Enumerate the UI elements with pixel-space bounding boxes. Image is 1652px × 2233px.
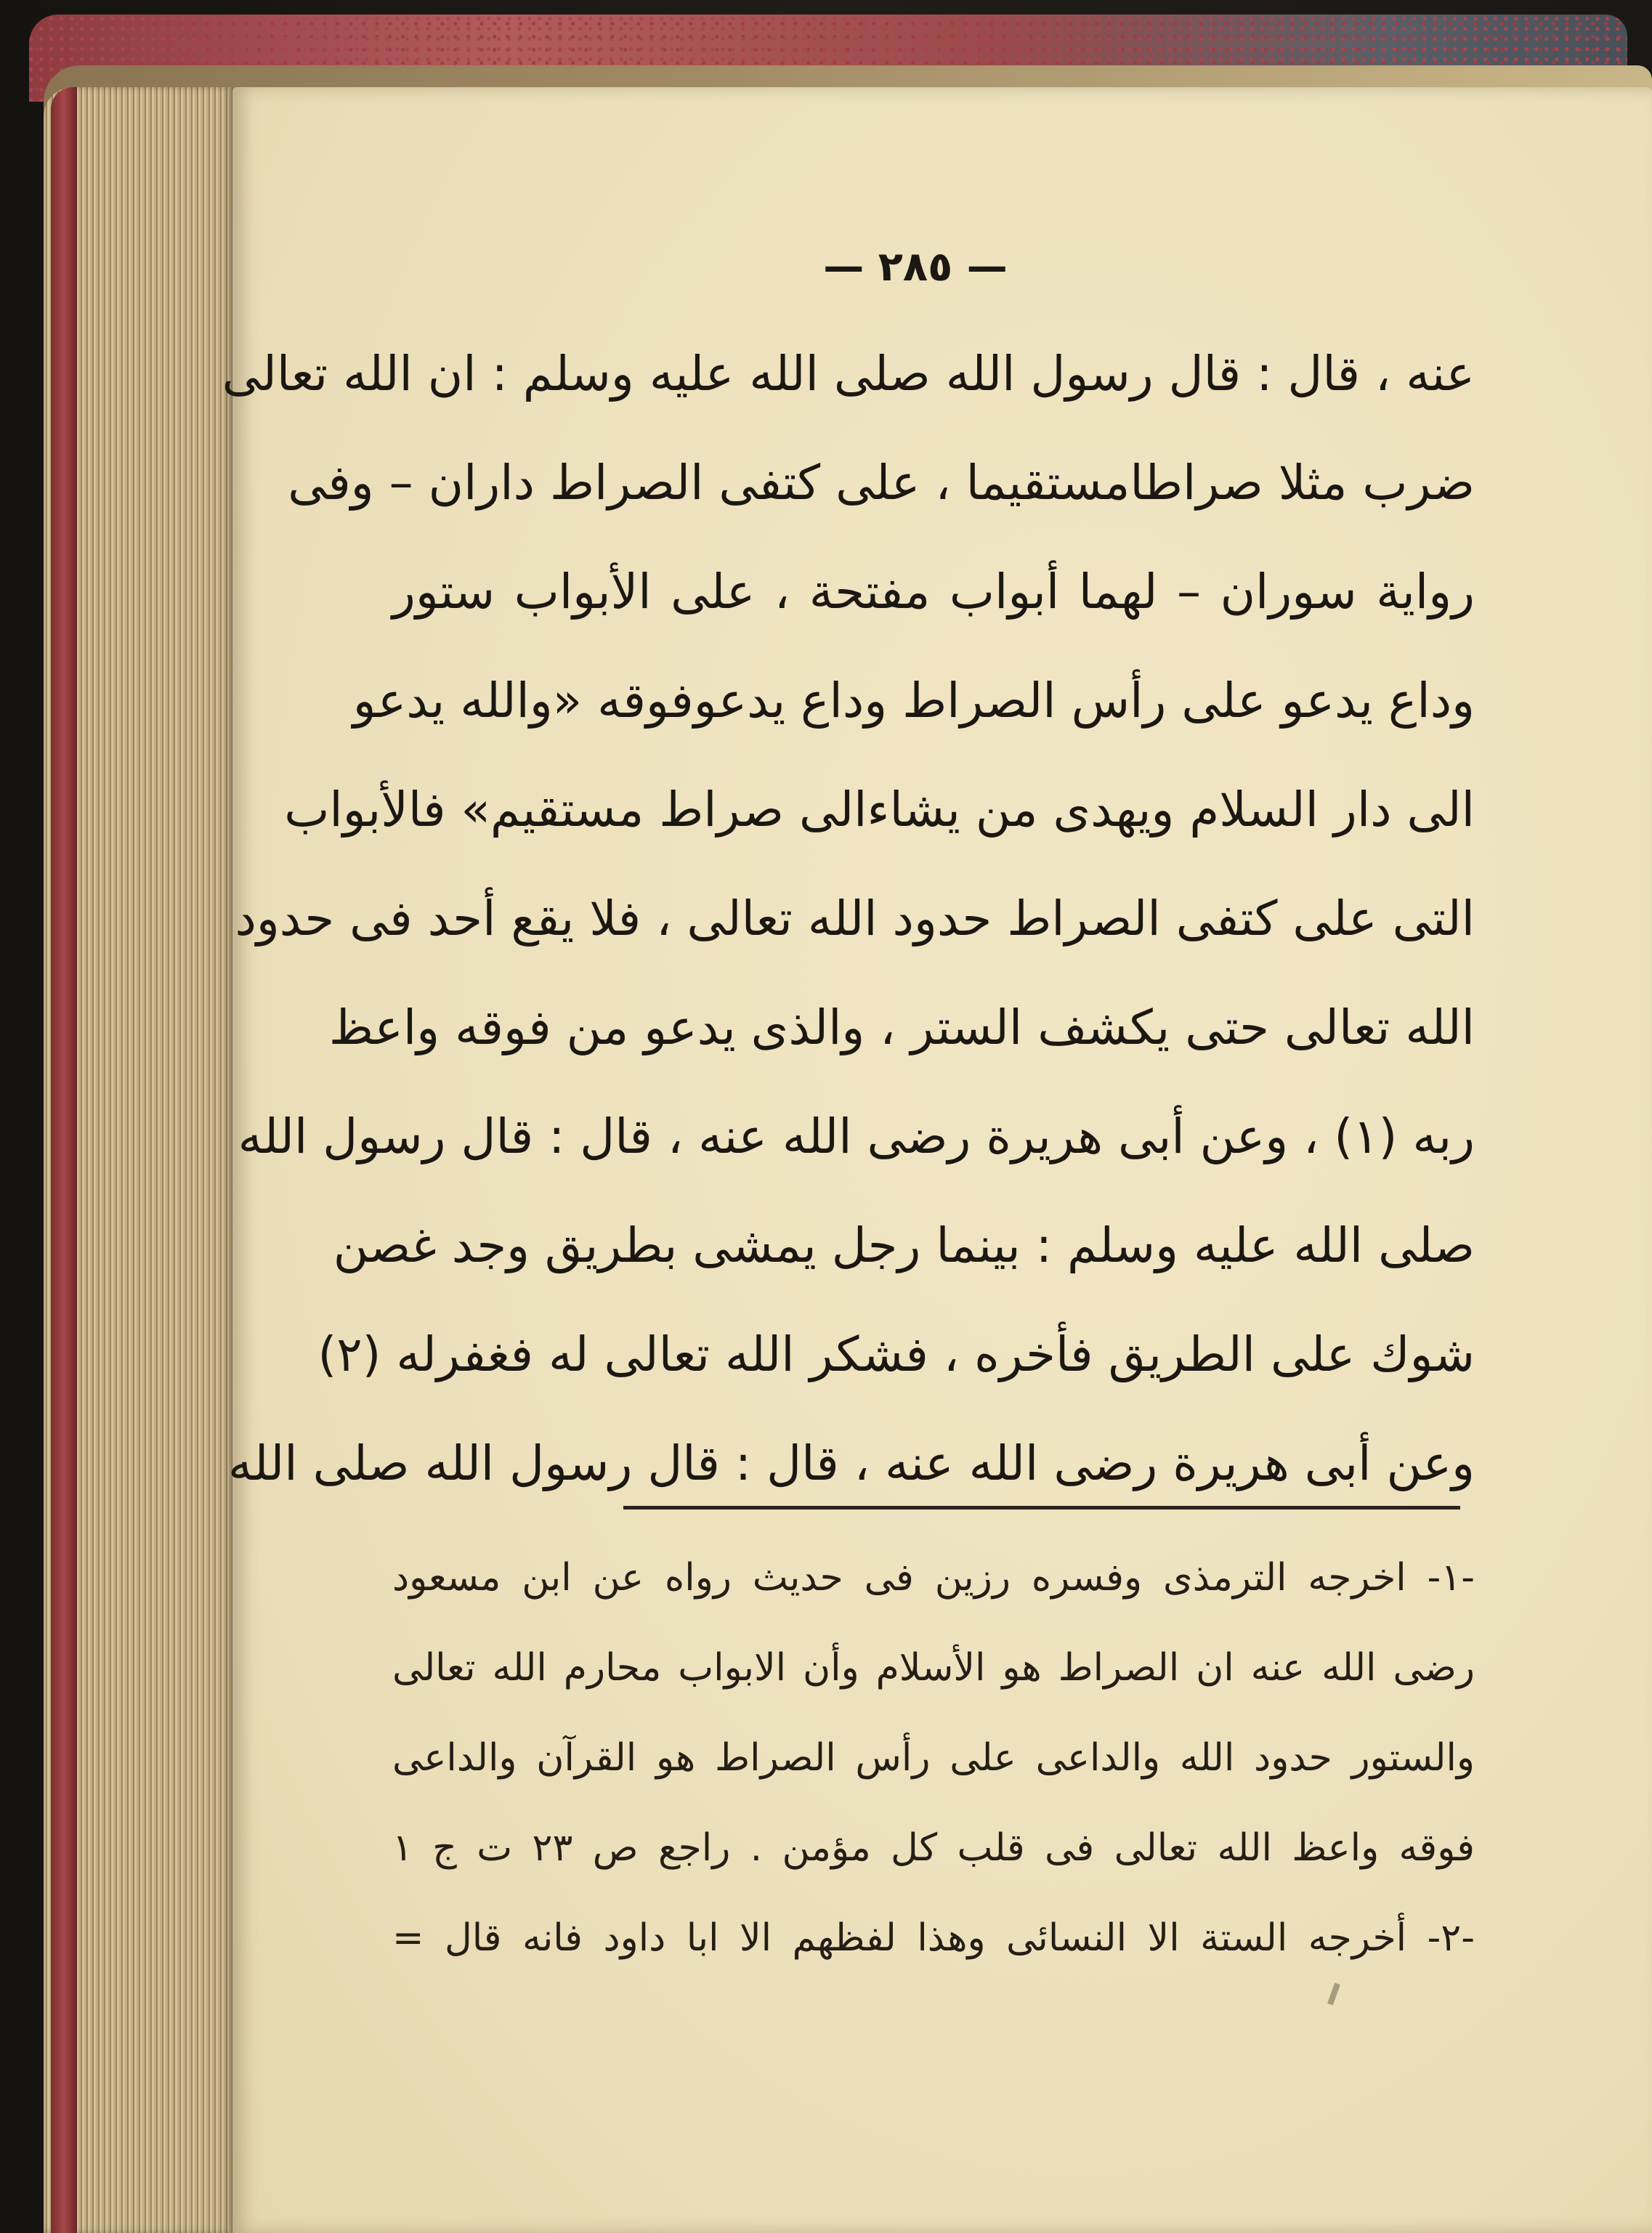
body-text <box>222 320 1475 1518</box>
body-line: وعن أبى هريرة رضى الله عنه ، قال : قال رسول الله صلى الله <box>227 1435 1475 1491</box>
body-line: الى دار السلام ويهدى من يشاءالى صراط مستقيم» فالأبواب <box>284 782 1475 838</box>
body-line: وداع يدعو على رأس الصراط وداع يدعوفوقه «والله يدعو <box>352 673 1475 729</box>
footnote-line: رضى الله عنه ان الصراط هو الأسلام وأن الابواب محارم الله تعالى <box>392 1646 1475 1690</box>
red-page-edge <box>51 87 77 2233</box>
page-number: — ٢٨٥ — <box>823 243 1008 291</box>
body-line: التى على كتفى الصراط حدود الله تعالى ، فلا يقع أحد فى حدود <box>235 891 1475 947</box>
body-line: شوك على الطريق فأخره ، فشكر الله تعالى له فغفرله (٢) <box>317 1326 1475 1382</box>
footnote-line: والستور حدود الله والداعى على رأس الصراط هو القرآن والداعى <box>392 1736 1475 1780</box>
footnote-divider <box>623 1506 1460 1509</box>
footnote-line: فوقه واعظ الله تعالى فى قلب كل مؤمن . راجع ص ٢٣ ت ج ١ <box>392 1826 1475 1870</box>
footnote-line: -٢- أخرجه الستة الا النسائى وهذا لفظهم الا ابا داود فانه قال = <box>392 1916 1475 1960</box>
body-line: رواية سوران – لهما أبواب مفتحة ، على الأبواب ستور <box>392 564 1475 620</box>
footnotes <box>392 1533 1475 1983</box>
body-line: ضرب مثلا صراطامستقيما ، على كتفى الصراط داران – وفى <box>288 455 1475 511</box>
footnote-line: -١- اخرجه الترمذى وفسره رزين فى حديث رواه عن ابن مسعود <box>392 1556 1475 1600</box>
body-line: عنه ، قال : قال رسول الله صلى الله عليه وسلم : ان الله تعالى <box>222 346 1475 402</box>
body-line: صلى الله عليه وسلم : بينما رجل يمشى بطريق وجد غصن <box>333 1217 1475 1273</box>
body-line: ربه (١) ، وعن أبى هريرة رضى الله عنه ، قال : قال رسول الله <box>238 1109 1475 1164</box>
body-line: الله تعالى حتى يكشف الستر ، والذى يدعو من فوقه واعظ <box>328 1000 1475 1055</box>
